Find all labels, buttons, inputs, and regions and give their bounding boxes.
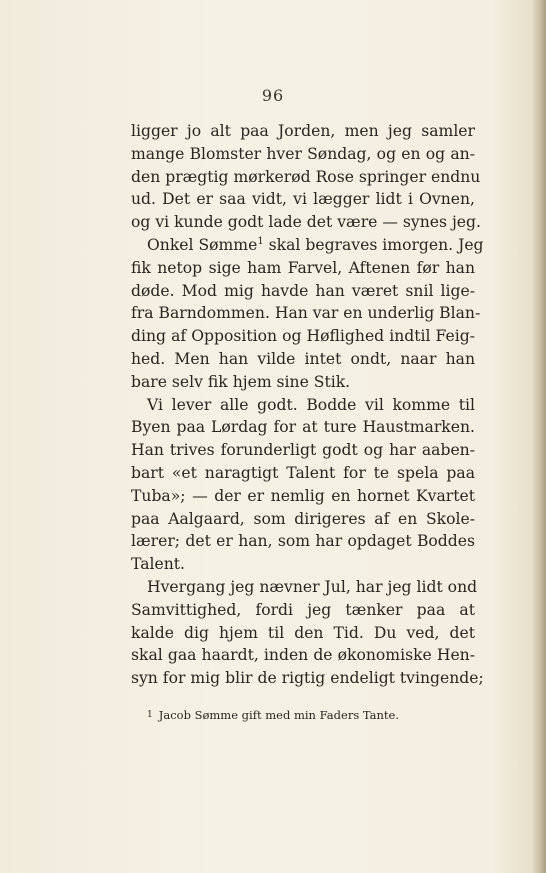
- page-number: 96: [261, 86, 285, 105]
- footnote: [147, 707, 477, 723]
- footnote-reference: 1: [257, 235, 264, 247]
- text-line-part: Onkel Sømme: [147, 235, 258, 254]
- page-edge-shadow: [532, 0, 546, 873]
- text-line: og vi kunde godt lade det være — synes jeg.: [131, 213, 481, 232]
- text-line: Byen paa Lørdag for at ture Haustmarken.: [131, 418, 475, 437]
- text-line: ding af Opposition og Høflighed indtil Feig-: [131, 327, 475, 346]
- text-line: Han trives forunderligt godt og har aaben-: [131, 441, 475, 460]
- text-line: fik netop sige ham Farvel, Aftenen før han: [131, 258, 475, 277]
- text-line-part: skal begraves imorgen. Jeg: [263, 235, 484, 254]
- text-line: skal gaa haardt, inden de økonomiske Hen-: [131, 646, 475, 665]
- text-line: den prægtig mørkerød Rose springer endnu: [131, 167, 481, 186]
- body-text: [131, 120, 484, 690]
- footnote-mark: 1: [147, 710, 153, 720]
- text-line: hed. Men han vilde intet ondt, naar han: [131, 349, 475, 368]
- text-line: paa Aalgaard, som dirigeres af en Skole-: [131, 509, 475, 528]
- text-line: mange Blomster hver Søndag, og en og an-: [131, 144, 475, 163]
- text-line: Hvergang jeg nævner Jul, har jeg lidt ond: [147, 577, 478, 596]
- text-line: bare selv fik hjem sine Stik.: [131, 372, 351, 391]
- text-line: lærer; det er han, som har opdaget Boddes: [131, 532, 475, 551]
- text-line: kalde dig hjem til den Tid. Du ved, det: [131, 623, 475, 642]
- text-line: bart «et naragtigt Talent for te spela paa: [131, 463, 475, 482]
- text-line: døde. Mod mig havde han været snil lige-: [131, 281, 475, 300]
- text-line: [131, 234, 484, 257]
- text-line: Tuba»; — der er nemlig en hornet Kvartet: [131, 486, 475, 505]
- text-line: Vi lever alle godt. Bodde vil komme til: [147, 395, 475, 414]
- text-line: fra Barndommen. Han var en underlig Blan-: [131, 304, 481, 323]
- text-line: Samvittighed, fordi jeg tænker paa at: [131, 600, 475, 619]
- text-line: syn for mig blir de rigtig endeligt tvingende;: [131, 669, 484, 688]
- text-line: Talent.: [131, 555, 185, 574]
- text-line: ud. Det er saa vidt, vi lægger lidt i Ovnen,: [131, 190, 475, 209]
- footnote-text: Jacob Sømme gift med min Faders Tante.: [158, 708, 399, 722]
- text-line: ligger jo alt paa Jorden, men jeg samler: [131, 122, 475, 140]
